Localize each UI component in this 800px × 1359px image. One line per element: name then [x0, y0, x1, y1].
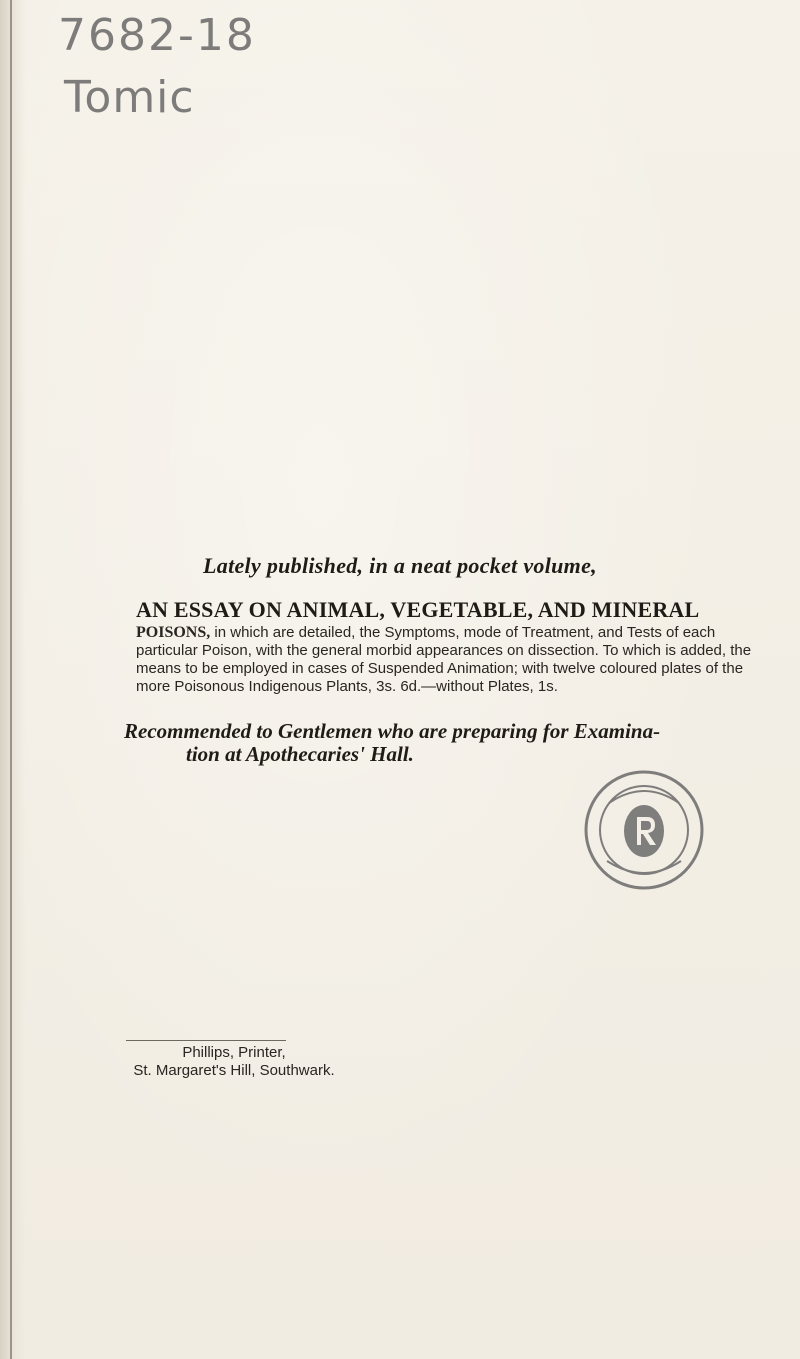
printer-line-1: Phillips, Printer, [182, 1044, 286, 1061]
advert-title: AN ESSAY ON ANIMAL, VEGETABLE, AND MINERAL [136, 597, 700, 622]
recommendation-line-2: tion at Apothecaries' Hall. [186, 742, 414, 766]
publication-notice: Lately published, in a neat pocket volume, [203, 553, 597, 578]
advert-body-lead: POISONS, [136, 624, 211, 641]
shelfmark-line-2: Tomic [64, 72, 195, 123]
printer-imprint [104, 1044, 364, 1080]
binding-edge-line [10, 0, 12, 1359]
recommendation-line-1: Recommended to Gentlemen who are preparing for Examina- [124, 719, 661, 743]
printer-rule [126, 1040, 286, 1041]
library-stamp [579, 765, 709, 895]
binding-gutter [0, 0, 26, 1359]
advert-body-text: in which are detailed, the Symptoms, mode of Treatment, and Tests of each particular Poison, with the general morbid appearances on dissection. To which is added, the means to be employed in cases of Suspended Animation; with twelve coloured plates of the more Poisonous Indigenous Plants, 3s. 6d.—without Plates, 1s. [136, 624, 752, 695]
printer-line-2: St. Margaret's Hill, Southwark. [133, 1062, 335, 1079]
recommendation [124, 720, 724, 766]
handwritten-shelfmark [58, 10, 256, 124]
advert-body [136, 624, 776, 696]
shelfmark-line-1: 7682-18 [58, 10, 256, 61]
